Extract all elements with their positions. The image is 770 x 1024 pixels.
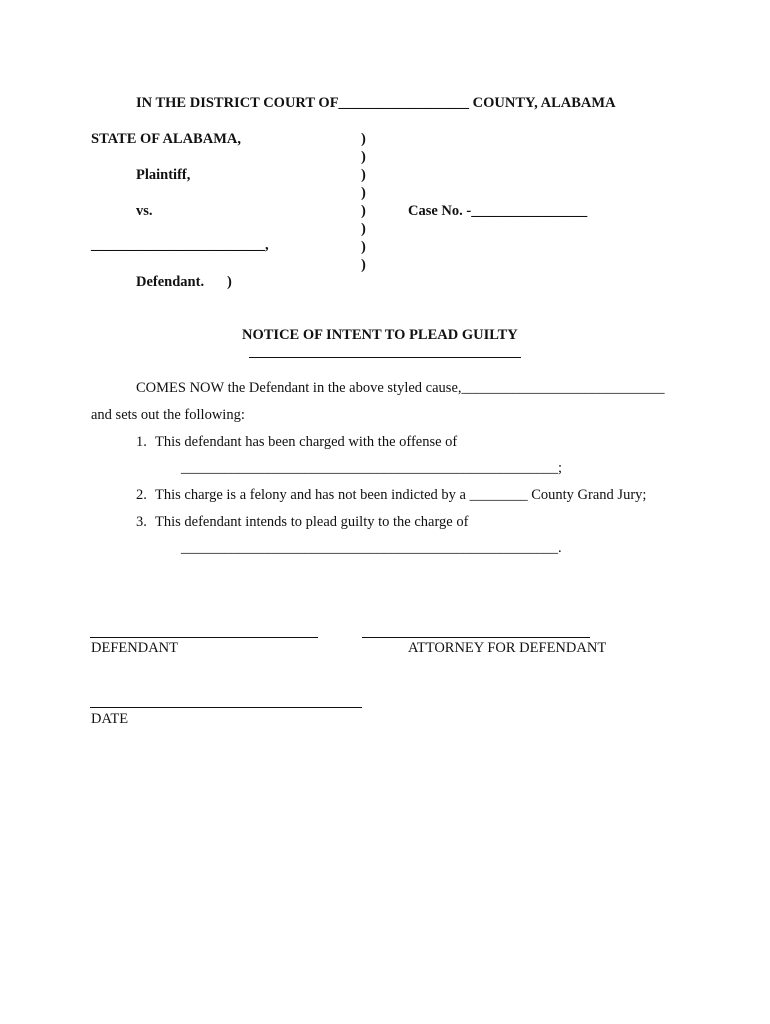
caption-paren: ) xyxy=(361,131,366,147)
list-item-text: This defendant has been charged with the offense of xyxy=(155,434,458,450)
case-number: Case No. -________________ xyxy=(408,203,588,219)
list-item-text: This defendant intends to plead guilty to the charge of xyxy=(155,514,469,530)
date-label: DATE xyxy=(91,711,129,727)
document-title: NOTICE OF INTENT TO PLEAD GUILTY xyxy=(242,327,518,343)
list-item-text: This charge is a felony and has not been indicted by a ________ County Grand Jury; xyxy=(155,487,647,503)
offense-blank-line: ____________________________________________________; xyxy=(181,460,563,476)
caption-paren: ) xyxy=(361,185,366,201)
list-item-number: 1. xyxy=(136,434,147,450)
caption-paren: ) xyxy=(361,203,366,219)
court-heading: IN THE DISTRICT COURT OF__________________ COUNTY, ALABAMA xyxy=(136,95,616,111)
caption-paren: ) xyxy=(361,221,366,237)
attorney-signature-label: ATTORNEY FOR DEFENDANT xyxy=(408,640,607,656)
caption-paren: ) xyxy=(361,257,366,273)
versus-label: vs. xyxy=(136,203,153,219)
attorney-signature-line xyxy=(362,637,590,638)
defendant-name-blank: ________________________, xyxy=(91,237,269,253)
defendant-paren: ) xyxy=(227,274,232,290)
date-line xyxy=(90,707,362,708)
caption-paren: ) xyxy=(361,149,366,165)
defendant-label: Defendant. xyxy=(136,274,205,290)
caption-paren: ) xyxy=(361,239,366,255)
charge-blank-line: ____________________________________________________. xyxy=(181,540,562,556)
title-underline xyxy=(249,357,521,358)
intro-paragraph: COMES NOW the Defendant in the above styled cause,____________________________ xyxy=(136,380,665,396)
plaintiff-label: Plaintiff, xyxy=(136,167,191,183)
caption-paren: ) xyxy=(361,167,366,183)
list-item-number: 3. xyxy=(136,514,147,530)
plaintiff-name: STATE OF ALABAMA, xyxy=(91,131,241,147)
defendant-signature-label: DEFENDANT xyxy=(91,640,178,656)
defendant-signature-line xyxy=(90,637,318,638)
list-item-number: 2. xyxy=(136,487,147,503)
intro-continuation: and sets out the following: xyxy=(91,407,245,423)
